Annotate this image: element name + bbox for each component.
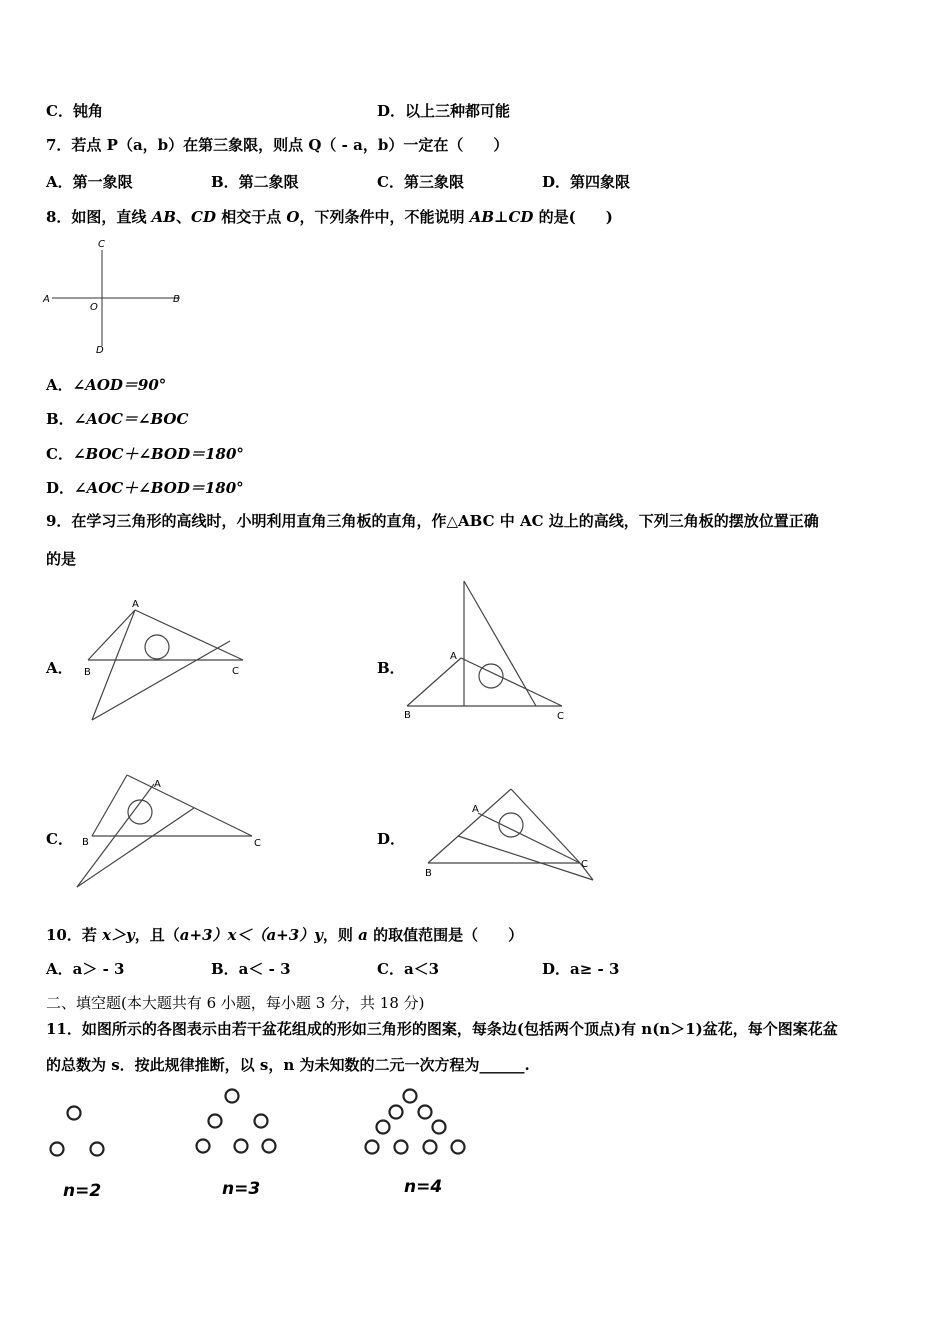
- pattern-n3: [197, 1090, 276, 1153]
- q9a-label-c: C: [232, 666, 239, 677]
- q8-option-a: A．∠AOD＝90°: [46, 376, 167, 394]
- label-n2: n=2: [63, 1181, 102, 1201]
- q11-figure: [40, 1082, 480, 1202]
- q10-option-a: A．a＞ - 3: [46, 960, 125, 978]
- label-n3: n=3: [222, 1179, 261, 1199]
- q9c-label-b: B: [82, 837, 89, 848]
- q9c-label-a: A: [154, 779, 161, 790]
- q9-option-c-label: C．: [46, 830, 73, 848]
- pattern-n4: [366, 1090, 465, 1154]
- q9-option-a-label: A．: [46, 659, 73, 677]
- q9-stem-line2: 的是: [46, 550, 77, 568]
- q8-label-o: O: [90, 302, 98, 313]
- q11-stem-line1: 11．如图所示的各图表示由若干盆花组成的形如三角形的图案，每条边(包括两个顶点)有 n(n＞1)盆花，每个图案花盆: [46, 1020, 838, 1038]
- q9a-label-b: B: [84, 667, 91, 678]
- q9-figure-c: [70, 768, 265, 893]
- q9b-label-c: C: [557, 711, 564, 722]
- q7-option-c: C．第三象限: [377, 173, 464, 191]
- q8-label-a: A: [43, 294, 50, 305]
- q9d-label-c: C: [581, 859, 588, 870]
- q7-stem: 7．若点 P（a，b）在第三象限，则点 Q（ - a，b）一定在（ ）: [46, 136, 509, 154]
- q8-label-b: B: [173, 294, 180, 305]
- q8-label-c: C: [98, 239, 105, 250]
- q9-figure-d: [420, 783, 600, 888]
- q7-option-d: D．第四象限: [542, 173, 631, 191]
- q7-option-a: A．第一象限: [46, 173, 133, 191]
- section2-title: 二、填空题(本大题共有 6 小题，每小题 3 分，共 18 分): [46, 994, 425, 1012]
- q8-stem: 8．如图，直线 AB、CD 相交于点 O，下列条件中，不能说明 AB⊥CD 的是( ): [46, 208, 613, 226]
- q9b-label-a: A: [450, 651, 457, 662]
- q9-figure-b: [400, 578, 575, 728]
- q9-option-b-label: B．: [377, 659, 405, 677]
- q9a-label-a: A: [132, 599, 139, 610]
- q10-stem: 10．若 x＞y，且（a+3）x＜（a+3）y，则 a 的取值范围是（ ）: [46, 926, 524, 944]
- q8-figure: [40, 236, 190, 358]
- q9-figure-a: [80, 596, 250, 726]
- q8-label-d: D: [96, 345, 104, 356]
- q9-option-d-label: D．: [377, 830, 406, 848]
- q6-option-c: C．钝角: [46, 102, 103, 120]
- q9d-label-a: A: [472, 804, 479, 815]
- q8-option-c: C．∠BOC＋∠BOD＝180°: [46, 445, 244, 463]
- q8-option-d: D．∠AOC＋∠BOD＝180°: [46, 479, 244, 497]
- q10-option-c: C．a＜3: [377, 960, 440, 978]
- pattern-n2: [51, 1107, 104, 1156]
- q9b-label-b: B: [404, 710, 411, 721]
- q6-option-d: D．以上三种都可能: [377, 102, 511, 120]
- label-n4: n=4: [404, 1177, 443, 1197]
- q8-option-b: B．∠AOC＝∠BOC: [46, 410, 189, 428]
- q9-stem-line1: 9．在学习三角形的高线时，小明利用直角三角板的直角，作△ABC 中 AC 边上的高线，下列三角板的摆放位置正确: [46, 512, 819, 530]
- q9c-label-c: C: [254, 838, 261, 849]
- q11-stem-line2: 的总数为 s．按此规律推断，以 s，n 为未知数的二元一次方程为______.: [46, 1056, 530, 1074]
- q10-option-b: B．a＜ - 3: [211, 960, 291, 978]
- q7-option-b: B．第二象限: [211, 173, 299, 191]
- q9d-label-b: B: [425, 868, 432, 879]
- q10-option-d: D．a≥ - 3: [542, 960, 620, 978]
